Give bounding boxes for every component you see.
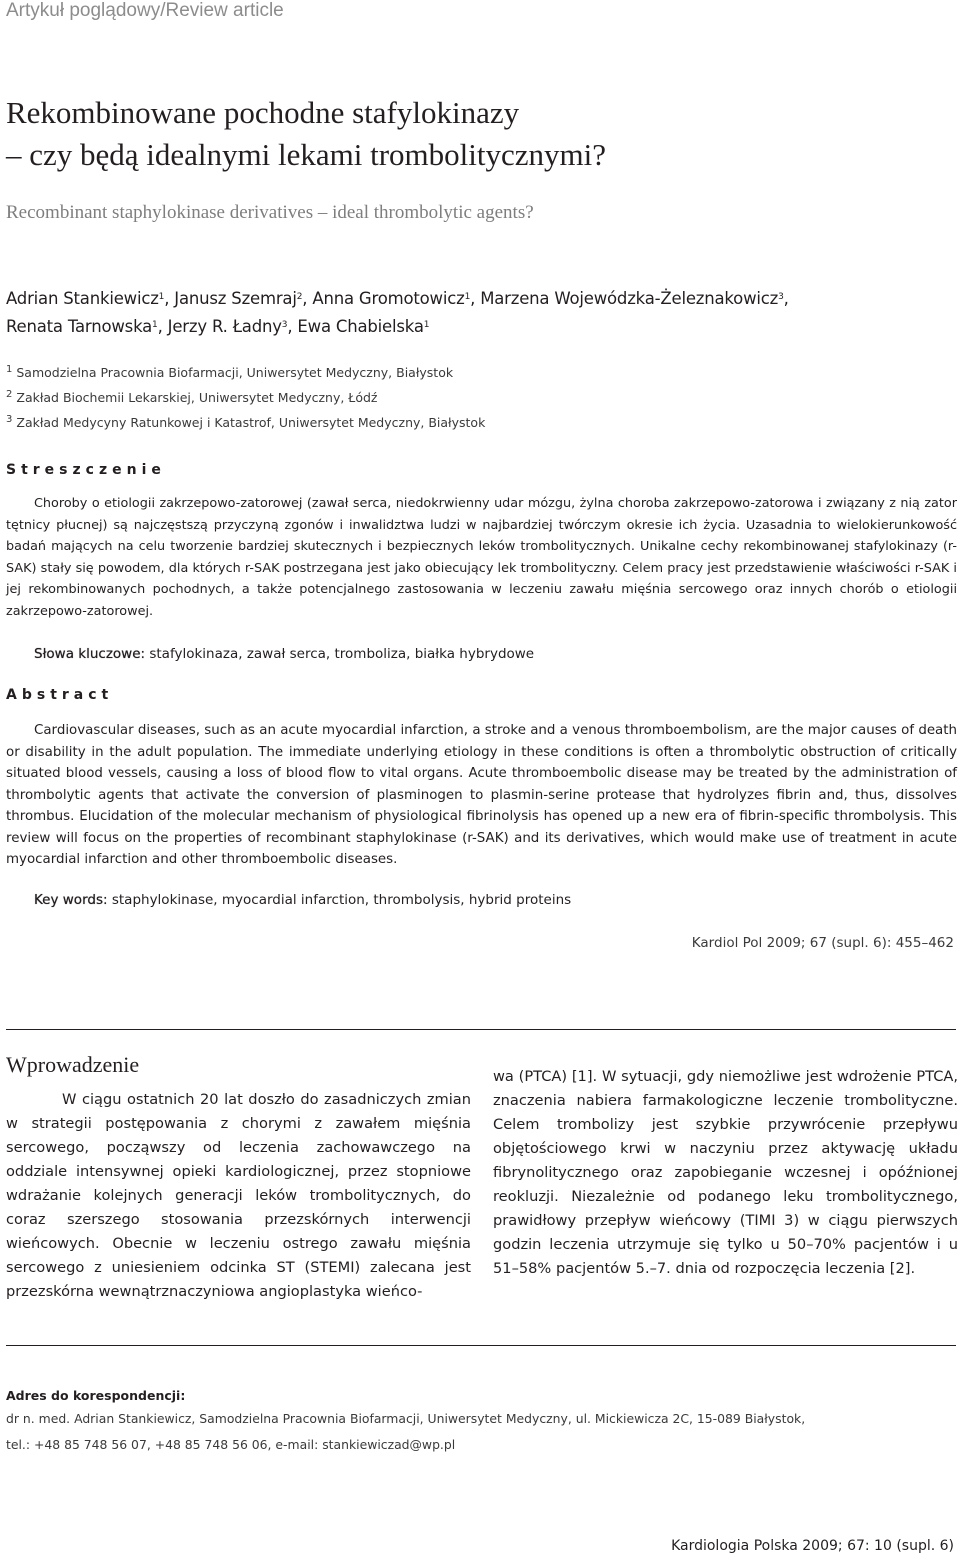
affiliation: $^2$ Zakład Biochemii Lekarskiej, Uniwersytet Medyczny, Łódź	[6, 389, 378, 406]
affiliation: $^1$ Samodzielna Pracownia Biofarmacji, Uniwersytet Medyczny, Białystok	[6, 364, 454, 381]
article-title	[6, 92, 606, 176]
author: Anna Gromotowicz$^1$,	[312, 289, 481, 308]
affiliation: $^3$ Zakład Medycyny Ratunkowej i Katastrof, Uniwersytet Medyczny, Białystok	[6, 414, 486, 431]
streszczenie-text: Choroby o etiologii zakrzepowo-zatorowej (zawał serca, niedokrwienny udar mózgu, żylna choroba zakrzepowo-zatorowa i związany z nią zator tętnicy płucnej) są najczęstszą przyczyną zgonów i inwalidztwa ludzi w najbardziej twórczym okresie ich życia. Uzasadnia to wielokierunkowość badań mających na celu tworzenie bardziej skutecznych i bezpiecznych leków trombolitycznych. Unikalne cechy rekombinowanej stafylokinazy (r-SAK) stały się powodem, dla których r-SAK postrzegana jest jako obiecujący lek trombolityczny. Celem pracy jest przedstawienie właściwości r-SAK i jej rekombinowanych pochodnych, a także potencjalnego zastosowania w leczeniu zawału mięśnia sercowego oraz innych chorób o etiologii zakrzepowo-zatorowej.	[6, 496, 957, 619]
title-line-1: Rekombinowane pochodne stafylokinazy	[6, 95, 520, 130]
author: Janusz Szemraj$^2$,	[174, 289, 313, 308]
divider	[6, 1345, 956, 1346]
correspondence-heading: Adres do korespondencji:	[6, 1388, 186, 1403]
article-subtitle: Recombinant staphylokinase derivatives – ideal thrombolytic agents?	[6, 202, 534, 223]
divider	[6, 1029, 956, 1030]
correspondence-address: dr n. med. Adrian Stankiewicz, Samodzielna Pracownia Biofarmacji, Uniwersytet Medyczny, ul. Mickiewicza 2C, 15-089 Białystok,	[6, 1411, 806, 1426]
streszczenie-heading: Streszczenie	[6, 462, 166, 478]
abstract-text: Cardiovascular diseases, such as an acute myocardial infarction, a stroke and a venous thromboembolism, are the major causes of death or disability in the adult population. The immediate underlying etiology in these conditions is often a thrombolytic obstruction of critically situated blood vessels, causing a loss of blood flow to vital organs. Acute thromboembolic disease may be treated by the administration of thrombolytic agents that activate the conversion of plasminogen to plasmin-serine protease that hydrolyzes fibrin and, thus, dissolves thrombus. Elucidation of the molecular mechanism of physiological fibrinolysis has opened up a new era of fibrin-specific thrombolysis. This review will focus on the properties of recombinant staphylokinase (r-SAK) and its derivatives, which would make use of treatment in acute myocardial infarction and other thromboembolic diseases.	[6, 723, 957, 867]
author: Marzena Wojewódzka-Żeleznakowicz$^3$,	[480, 289, 789, 308]
citation: Kardiol Pol 2009; 67 (supl. 6): 455–462	[691, 935, 954, 951]
intro-column-right: wa (PTCA) [1]. W sytuacji, gdy niemożliwe jest wdrożenie PTCA, znaczenia nabiera farmakologiczne leczenie trombolityczne. Celem trombolizy jest szybkie przywrócenie przepływu objętościowego krwi w naczyniu przez aktywację układu fibrynolitycznego oraz zapobieganie wczesnej i opóźnionej reokluzji. Niezależnie od podanego leku trombolitycznego, prawidłowy przepływ wieńcowy (TIMI 3) w ciągu pierwszych godzin leczenia utrzymuje się tylko u 50–70% pacjentów i u 51–58% pacjentów 5.–7. dnia od rozpoczęcia leczenia [2].	[493, 1068, 958, 1277]
abstract-heading: Abstract	[6, 687, 114, 703]
correspondence-contact: tel.: +48 85 748 56 07, +48 85 748 56 06, e-mail: stankiewiczad@wp.pl	[6, 1437, 456, 1452]
intro-heading: Wprowadzenie	[6, 1052, 140, 1077]
article-type-label: Artykuł poglądowy/Review article	[6, 0, 284, 21]
author: Renata Tarnowska$^1$,	[6, 317, 168, 336]
author-list	[6, 285, 956, 341]
title-line-2: – czy będą idealnymi lekami trombolitycznymi?	[6, 137, 607, 172]
journal-footer: Kardiologia Polska 2009; 67: 10 (supl. 6)	[671, 1538, 954, 1554]
intro-column-left: W ciągu ostatnich 20 lat doszło do zasadniczych zmian w strategii postępowania z chorymi z zawałem mięśnia sercowego, począwszy od leczenia zachowawczego na oddziale intensywnej opieki kardiologicznej, przez stopniowe wdrażanie kolejnych generacji leków trombolitycznych, do coraz szerszego stosowania przezskórnych interwencji wieńcowych. Obecnie w leczeniu ostrego zawału mięśnia sercowego z uniesieniem odcinka ST (STEMI) zalecana jest przezskórna wewnątrznaczyniowa angioplastyka wieńco-	[6, 1091, 471, 1300]
key-words: Key words: staphylokinase, myocardial infarction, thrombolysis, hybrid proteins	[34, 892, 572, 908]
author: Jerzy R. Ładny$^3$,	[167, 317, 298, 336]
author: Adrian Stankiewicz$^1$,	[6, 289, 175, 308]
author: Ewa Chabielska$^1$	[297, 317, 430, 336]
slowa-kluczowe: Słowa kluczowe: stafylokinaza, zawał serca, tromboliza, białka hybrydowe	[34, 646, 535, 662]
